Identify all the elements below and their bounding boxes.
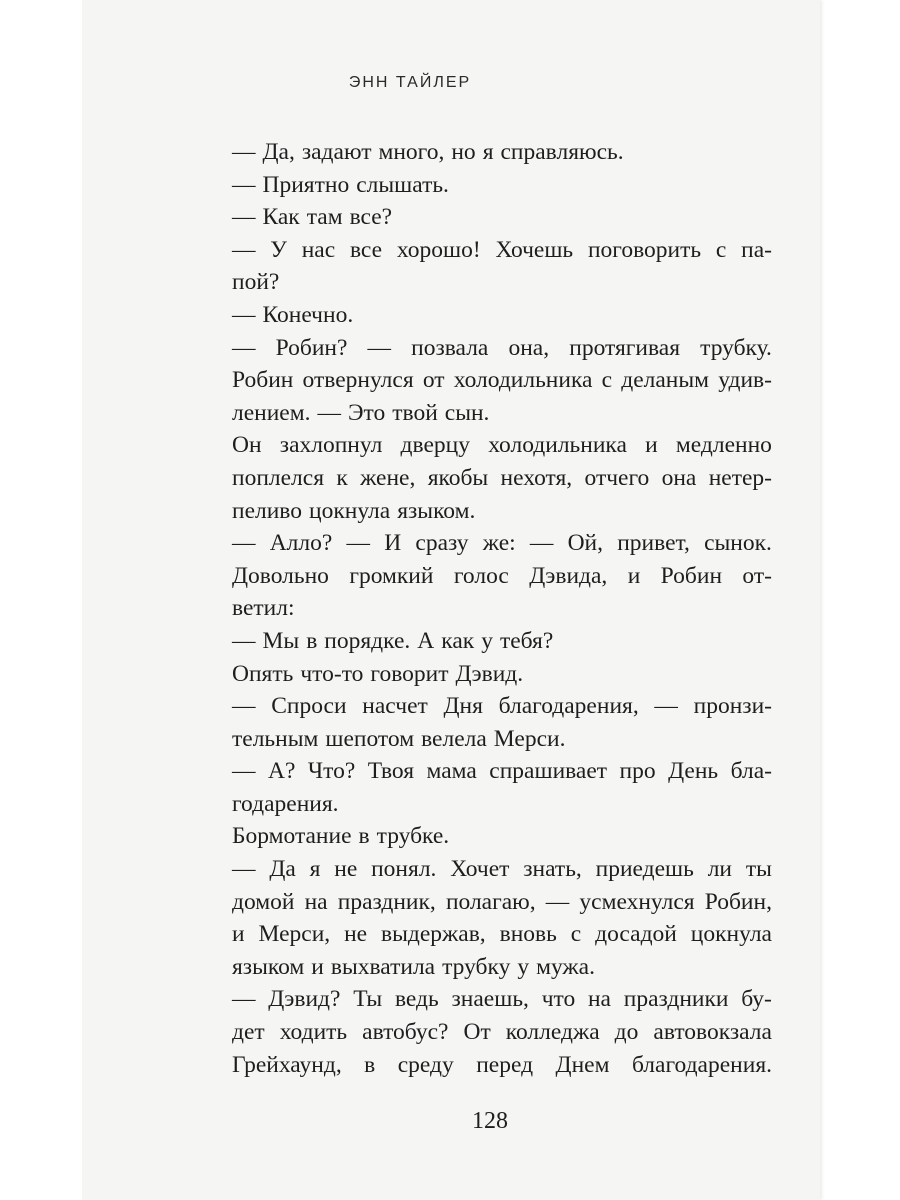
text-line: Бормотание в трубке. — [232, 823, 450, 850]
text-line: — Да я не понял. Хочет знать, приедешь ли ты — [232, 856, 772, 883]
text-line: — А? Что? Твоя мама спрашивает про День бла- — [232, 758, 772, 785]
text-line: поплелся к жене, якобы нехотя, отчего она нетер- — [232, 464, 772, 491]
text-line: — Мы в порядке. А как у тебя? — [232, 627, 554, 654]
text-line: Он захлопнул дверцу холодильника и медленно — [232, 432, 772, 459]
text-line: Опять что-то говорит Дэвид. — [232, 660, 524, 687]
text-line: тельным шепотом велела Мерси. — [232, 725, 566, 752]
text-line: Грейхаунд, в среду перед Днем благодарения. — [232, 1051, 772, 1078]
text-line: — Как там все? — [232, 204, 393, 231]
text-line: — Робин? — позвала она, протягивая трубку. — [232, 334, 772, 361]
text-line: — У нас все хорошо! Хочешь поговорить с па- — [232, 236, 772, 263]
text-line: домой на праздник, полагаю, — усмехнулся Робин, — [232, 888, 772, 915]
text-line: — Спроси насчет Дня благодарения, — пронзи- — [232, 693, 772, 720]
text-line: — Приятно слышать. — [232, 171, 449, 198]
text-line: — Алло? — И сразу же: — Ой, привет, сынок. — [232, 530, 772, 557]
text-line: пеливо цокнула языком. — [232, 497, 476, 524]
text-line: и Мерси, не выдержав, вновь с досадой цокнула — [232, 921, 772, 948]
text-line: лением. — Это твой сын. — [232, 399, 490, 426]
text-line: пой? — [232, 269, 280, 296]
text-line: ветил: — [232, 595, 295, 622]
body-text — [232, 136, 772, 1081]
page-number: 128 — [472, 1108, 508, 1134]
text-line: — Дэвид? Ты ведь знаешь, что на праздники бу- — [232, 986, 772, 1013]
text-line: — Конечно. — [232, 301, 354, 328]
text-line: языком и выхватила трубку у мужа. — [232, 953, 595, 980]
text-line: Робин отвернулся от холодильника с деланым удив- — [232, 367, 772, 394]
text-line: — Да, задают много, но я справляюсь. — [232, 139, 624, 165]
running-head-author: ЭНН ТАЙЛЕР — [348, 74, 472, 91]
text-line: дет ходить автобус? От колледжа до автовокзала — [232, 1019, 772, 1046]
text-line: годарения. — [232, 790, 339, 817]
text-line: Довольно громкий голос Дэвида, и Робин от- — [232, 562, 772, 589]
